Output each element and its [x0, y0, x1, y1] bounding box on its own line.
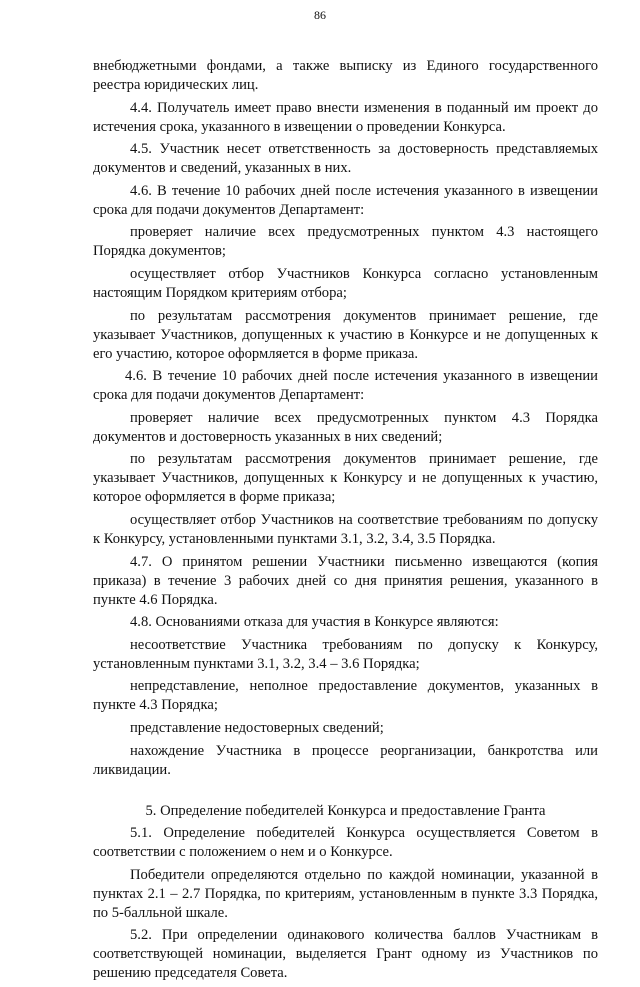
paragraph: 5.1. Определение победителей Конкурса осуществляется Советом в соответствии с положением о нем и о Конкурсе. [93, 825, 598, 861]
paragraph: 4.6. В течение 10 рабочих дней после истечения указанного в извещении срока для подачи документов Департамент: [93, 368, 598, 404]
paragraph: несоответствие Участника требованиям по допуску к Конкурсу, установленным пунктами 3.1, 3.2, 3.4 – 3.6 Порядка; [93, 636, 598, 672]
paragraph: представление недостоверных сведений; [130, 719, 384, 736]
paragraph: по результатам рассмотрения документов принимает решение, где указывает Участников, допущенных к Конкурсу и не допущенных к участию, которое оформляется в форме приказа; [93, 451, 598, 506]
paragraph: по результатам рассмотрения документов принимает решение, где указывает Участников, допущенных к участию в Конкурсе и не допущенных к его участию, которое оформляется в форме приказа. [93, 307, 598, 362]
paragraph: 4.4. Получатель имеет право внести изменения в поданный им проект до истечения срока, указанного в извещении о проведении Конкурса. [93, 99, 598, 135]
paragraph: непредставление, неполное предоставление документов, указанных в пункте 4.3 Порядка; [93, 678, 598, 714]
document-body [93, 57, 598, 987]
paragraph: нахождение Участника в процессе реорганизации, банкротства или ликвидации. [93, 742, 598, 778]
paragraph: внебюджетными фондами, а также выписку из Единого государственного реестра юридических лиц. [93, 58, 598, 93]
paragraph: 4.6. В течение 10 рабочих дней после истечения указанного в извещении срока для подачи документов Департамент: [93, 182, 598, 218]
paragraph: 4.8. Основаниями отказа для участия в Конкурсе являются: [130, 614, 499, 631]
paragraph: 5.2. При определении одинакового количества баллов Участникам в соответствующей номинации, выделяется Грант одному из Участников по решению председателя Совета. [93, 927, 598, 982]
paragraph: осуществляет отбор Участников на соответствие требованиям по допуску к Конкурсу, установленными пунктами 3.1, 3.2, 3.4, 3.5 Порядка. [93, 511, 598, 547]
paragraph: проверяет наличие всех предусмотренных пунктом 4.3 Порядка документов и достоверность указанных в них сведений; [93, 409, 598, 445]
paragraph: 4.7. О принятом решении Участники письменно извещаются (копия приказа) в течение 3 рабочих дней со дня принятия решения, указанного в пункте 4.6 Порядка. [93, 553, 598, 608]
paragraph: проверяет наличие всех предусмотренных пунктом 4.3 настоящего Порядка документов; [93, 224, 598, 260]
paragraph: 4.5. Участник несет ответственность за достоверность представляемых документов и сведений, указанных в них. [93, 141, 598, 177]
page-number: 86 [314, 8, 326, 22]
section-heading: 5. Определение победителей Конкурса и предоставление Гранта [145, 802, 546, 819]
paragraph: Победители определяются отдельно по каждой номинации, указанной в пунктах 2.1 – 2.7 Порядка, по критериям, установленным в пункте 3.3 Порядка, по 5-балльной шкале. [93, 866, 598, 921]
paragraph: осуществляет отбор Участников Конкурса согласно установленным настоящим Порядком критериям отбора; [93, 265, 598, 301]
